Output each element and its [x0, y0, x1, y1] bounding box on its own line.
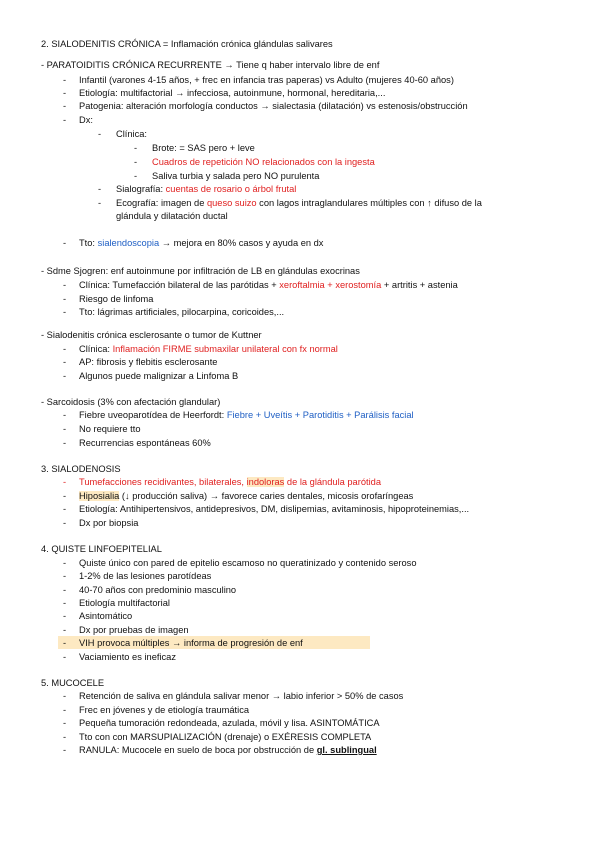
list-item-text: [79, 237, 323, 249]
text-fragment-red: de la glándula parótida: [284, 477, 381, 487]
list-item-text: [79, 490, 413, 502]
text-fragment-highlighted: Hiposialia: [79, 491, 120, 501]
text-fragment-underlined: gl. sublingual: [316, 745, 377, 755]
list-item-text: Frec en jóvenes y de etiología traumática: [79, 705, 250, 715]
text-fragment: Ecografía: imagen de: [116, 198, 207, 208]
list-item-text: [79, 279, 458, 291]
list-item-text: Dx por pruebas de imagen: [79, 625, 189, 635]
bullet-dash: -: [63, 732, 67, 742]
bullet-dash: -: [134, 143, 138, 153]
list-item-text: Retención de saliva en glándula salivar menor → labio inferior > 50% de casos: [79, 691, 404, 701]
text-fragment-red: Tumefacciones recidivantes, bilaterales,: [79, 477, 247, 487]
bullet-dash: -: [63, 504, 67, 514]
list-item-text: Algunos puede malignizar a Linfoma B: [79, 371, 239, 381]
text-fragment-red: cuentas de rosario o árbol frutal: [165, 184, 297, 194]
bullet-dash: -: [134, 171, 138, 181]
bullet-dash: -: [63, 294, 67, 304]
text-fragment-red: xeroftalmia + xerostomía: [279, 280, 382, 290]
list-item-text: Etiología multifactorial: [79, 598, 170, 608]
list-item-text: Quiste único con pared de epitelio escamoso no queratinizado y contenido seroso: [79, 558, 417, 568]
text-fragment: → mejora en 80% casos y ayuda en dx: [159, 238, 324, 248]
text-fragment-highlighted: indoloras: [246, 477, 285, 487]
bullet-dash: -: [63, 691, 67, 701]
list-item-text: No requiere tto: [79, 424, 141, 434]
list-item-text: Tto con con MARSUPIALIZACIÓN (drenaje) o EXÉRESIS COMPLETA: [79, 732, 372, 742]
bullet-dash: -: [63, 585, 67, 595]
list-item-text: Clínica:: [116, 129, 148, 139]
list-item-text: Riesgo de linfoma: [79, 294, 154, 304]
bullet-dash: -: [63, 357, 67, 367]
text-fragment: Sialografía:: [116, 184, 166, 194]
bullet-dash: -: [63, 611, 67, 621]
list-item-text: [79, 476, 381, 488]
bullet-dash: -: [134, 157, 138, 167]
text-fragment: Tto:: [79, 238, 98, 248]
list-item-text: Asintomático: [79, 611, 133, 621]
subheading-sjogren: - Sdme Sjogren: enf autoinmune por infiltración de LB en glándulas exocrinas: [41, 266, 360, 276]
bullet-dash: -: [63, 344, 67, 354]
bullet-dash: -: [63, 115, 67, 125]
bullet-dash: -: [98, 184, 102, 194]
list-item-text: [79, 409, 414, 421]
text-fragment: con lagos intraglandulares múltiples con ↑ difuso de la: [256, 198, 482, 208]
bullet-dash: -: [63, 571, 67, 581]
list-item-text: [79, 744, 377, 756]
bullet-dash: -: [98, 129, 102, 139]
bullet-dash: -: [63, 598, 67, 608]
text-fragment-blue: Fiebre + Uveítis + Parotiditis + Parálisis facial: [226, 410, 414, 420]
bullet-dash: -: [63, 438, 67, 448]
list-item-text: Recurrencias espontáneas 60%: [79, 438, 211, 448]
list-item-text: Vaciamiento es ineficaz: [79, 652, 176, 662]
bullet-dash: -: [63, 745, 67, 755]
list-item-text: Brote: = SAS pero + leve: [152, 143, 255, 153]
text-fragment: Clínica:: [79, 344, 113, 354]
text-fragment-blue: sialendoscopia: [97, 238, 160, 248]
highlighted-list-item: [58, 636, 370, 649]
list-item-text: Etiología: Antihipertensivos, antidepresivos, DM, dislipemias, avitaminosis, hipoproteinemias,...: [79, 504, 470, 514]
bullet-dash: -: [63, 705, 67, 715]
bullet-dash: -: [63, 625, 67, 635]
text-fragment-red: queso suizo: [206, 198, 257, 208]
bullet-dash: -: [63, 491, 67, 501]
text-fragment: RANULA: Mucocele en suelo de boca por obstrucción de: [79, 745, 317, 755]
list-item-text: Dx:: [79, 115, 93, 125]
bullet-dash: -: [63, 424, 67, 434]
list-item-text: glándula y dilatación ductal: [116, 211, 228, 221]
list-item-text: AP: fibrosis y flebitis esclerosante: [79, 357, 218, 367]
text-fragment: (↓ producción saliva) → favorece caries dentales, micosis orofaríngeas: [119, 491, 414, 501]
bullet-dash: -: [63, 88, 67, 98]
list-item-text: [79, 343, 338, 355]
text-fragment-red: Inflamación FIRME submaxilar unilateral con fx normal: [112, 344, 338, 354]
list-item-text: Saliva turbia y salada pero NO purulenta: [152, 171, 320, 181]
bullet-dash: -: [63, 280, 67, 290]
text-fragment: Clínica: Tumefacción bilateral de las parótidas +: [79, 280, 280, 290]
section-heading-quiste: 4. QUISTE LINFOEPITELIAL: [41, 544, 162, 554]
subheading-sarcoidosis: - Sarcoidosis (3% con afectación glandular): [41, 397, 221, 407]
list-item-text: 1-2% de las lesiones parotídeas: [79, 571, 212, 581]
text-fragment: Fiebre uveoparotídea de Heerfordt:: [79, 410, 227, 420]
bullet-dash: -: [63, 558, 67, 568]
section-heading-sialodenitis: 2. SIALODENITIS CRÓNICA = Inflamación crónica glándulas salivares: [41, 39, 333, 49]
bullet-dash: -: [63, 101, 67, 111]
list-item-text: [116, 197, 482, 209]
bullet-dash: -: [63, 307, 67, 317]
list-item-text: Pequeña tumoración redondeada, azulada, móvil y lisa. ASINTOMÁTICA: [79, 718, 380, 728]
list-item-text: VIH provoca múltiples → informa de progresión de enf: [79, 638, 303, 648]
list-item-text: Etiología: multifactorial → infecciosa, autoinmune, hormonal, hereditaria,...: [79, 88, 386, 98]
bullet-dash: -: [63, 638, 67, 648]
bullet-dash: -: [63, 410, 67, 420]
list-item-text: [116, 183, 296, 195]
list-item-text: Dx por biopsia: [79, 518, 139, 528]
list-item-text: Patogenia: alteración morfología conductos → sialectasia (dilatación) vs estenosis/obstrucción: [79, 101, 468, 111]
list-item-text: Tto: lágrimas artificiales, pilocarpina, coricoides,...: [79, 307, 285, 317]
bullet-dash: -: [98, 198, 102, 208]
bullet-dash: -: [63, 371, 67, 381]
section-heading-mucocele: 5. MUCOCELE: [41, 678, 105, 688]
bullet-dash: -: [63, 652, 67, 662]
list-item-text: 40-70 años con predominio masculino: [79, 585, 237, 595]
subheading-parotiditis: - PARATOIDITIS CRÓNICA RECURRENTE → Tiene q haber intervalo libre de enf: [41, 60, 380, 70]
section-heading-sialodenosis: 3. SIALODENOSIS: [41, 464, 121, 474]
subheading-kuttner: - Sialodenitis crónica esclerosante o tumor de Kuttner: [41, 330, 262, 340]
bullet-dash: -: [63, 518, 67, 528]
list-item-text: Infantil (varones 4-15 años, + frec en infancia tras paperas) vs Adulto (mujeres 40-60 años): [79, 75, 454, 85]
text-fragment: + artritis + astenia: [381, 280, 458, 290]
bullet-dash: -: [63, 75, 67, 85]
bullet-dash: -: [63, 718, 67, 728]
bullet-dash: -: [63, 477, 67, 487]
bullet-dash: -: [63, 238, 67, 248]
list-item-text: Cuadros de repetición NO relacionados con la ingesta: [152, 157, 375, 167]
